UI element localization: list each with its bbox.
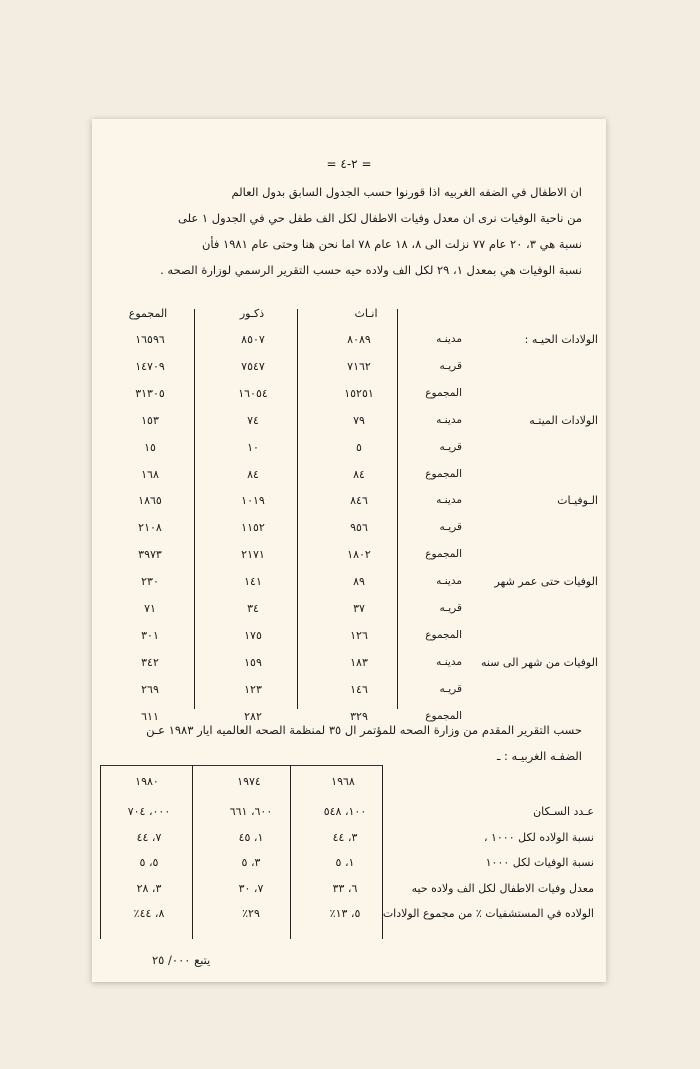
cell-total: ٢١٠٨ — [138, 521, 162, 535]
cell-female: ١٤٦ — [350, 682, 368, 696]
stat-value: ٠٠٠، ٧٠٤ — [127, 805, 171, 818]
row-group-label: الولادات الحيـه : — [524, 333, 598, 346]
middle-line-2: الضفـه الغربيـه : ـ — [496, 749, 582, 763]
table-divider — [194, 309, 195, 709]
cell-total: ٢٦٩ — [141, 682, 159, 696]
stat-label: نسبة الولاده لكل ١٠٠٠ ، — [483, 830, 594, 844]
cell-female: ٥ — [356, 440, 362, 454]
table-rule — [100, 765, 382, 766]
cell-total: ١٥ — [144, 440, 156, 454]
cell-male: ٨٥٠٧ — [241, 333, 265, 346]
stat-value: ٥، ٥ — [139, 856, 159, 869]
cell-female: ١٢٦ — [350, 628, 368, 642]
stat-value: ١٠٠، ٥٤٨ — [323, 805, 367, 818]
row-group-label: الـوفيـات — [557, 494, 598, 508]
table-divider — [397, 309, 398, 709]
cell-male: ١٠ — [247, 440, 259, 454]
year-header: ١٩٧٤ — [237, 775, 261, 788]
stat-value: ٧، ٣٠ — [238, 881, 264, 895]
row-sub-label: قريـه — [439, 440, 462, 453]
column-header-female: انـاث — [354, 307, 378, 320]
row-sub-label: مدينـه — [436, 413, 462, 426]
row-group-label: الوفيات من شهر الى سنه — [481, 655, 598, 669]
row-sub-label: المجموع — [425, 709, 462, 722]
cell-male: ٢٨٢ — [244, 709, 262, 723]
table-divider — [297, 309, 298, 709]
row-sub-label: قريـه — [439, 682, 462, 695]
middle-line-1: حسب التقرير المقدم من وزارة الصحه للمؤتمر ال ٣٥ لمنظمة الصحه العالميه ايار ١٩٨٣ عـن — [146, 723, 582, 737]
cell-total: ٦١١ — [141, 709, 159, 723]
row-group-label: الولادات الميتـه — [529, 413, 598, 427]
paragraph-line-2: من ناحية الوفيات نرى ان معدل وفيات الاطفال لكل الف طفل حي في الجدول ١ على — [178, 211, 582, 225]
cell-total: ٧١ — [144, 602, 156, 615]
document-page — [92, 119, 606, 982]
cell-male: ٧٤ — [247, 413, 259, 427]
cell-male: ٢١٧١ — [241, 548, 265, 562]
stat-label: نسبة الوفيات لكل ١٠٠٠ — [485, 856, 594, 869]
cell-male: ١٦٠٥٤ — [238, 386, 268, 400]
cell-male: ١٤١ — [244, 575, 262, 589]
cell-male: ٧٥٤٧ — [241, 359, 265, 373]
row-sub-label: المجموع — [425, 628, 462, 641]
stat-label: عـدد السـكان — [533, 805, 594, 818]
row-group-label: الوفيات حتى عمر شهر — [494, 575, 598, 589]
cell-total: ١٥٣ — [141, 413, 159, 427]
cell-female: ٧٩ — [353, 413, 365, 427]
cell-female: ١٨٣ — [350, 655, 368, 669]
cell-total: ٢٣٠ — [141, 575, 159, 589]
cell-total: ١٨٦٥ — [138, 494, 162, 508]
stat-value: ٥، ١٣٪ — [329, 907, 361, 920]
cell-female: ١٨٠٢ — [347, 548, 371, 562]
stat-value: ٣، ٥ — [241, 856, 261, 869]
stat-value: ٣، ٢٨ — [136, 881, 162, 895]
cell-female: ١٥٢٥١ — [344, 386, 374, 400]
stat-value: ٢٩٪ — [242, 907, 260, 920]
page-number: = ٢-٤ = — [326, 157, 372, 171]
year-header: ١٩٨٠ — [135, 775, 159, 788]
cell-total: ١٦٨ — [141, 467, 159, 481]
cell-female: ٧١٦٢ — [347, 359, 371, 373]
cell-female: ٨٩ — [353, 575, 365, 589]
cell-total: ٣٩٧٣ — [138, 548, 162, 562]
cell-male: ١٥٩ — [244, 655, 262, 669]
cell-male: ١٧٥ — [244, 628, 262, 642]
row-sub-label: مدينـه — [436, 655, 462, 668]
stat-value: ٣، ٤٤ — [332, 830, 358, 844]
cell-female: ٩٥٦ — [350, 521, 368, 535]
stat-value: ٧، ٤٤ — [136, 830, 162, 844]
cell-female: ٣٢٩ — [350, 709, 368, 723]
row-sub-label: المجموع — [425, 467, 462, 480]
cell-total: ٣٤٢ — [141, 655, 159, 669]
paragraph-line-4: نسبة الوفيات هي بمعدل ١، ٢٩ لكل الف ولاده حيه حسب التقرير الرسمي لوزارة الصحه . — [160, 263, 582, 277]
cell-female: ٣٧ — [353, 602, 365, 615]
stat-value: ١، ٥ — [335, 856, 355, 869]
stat-label: الولاده في المستشفيات ٪ من مجموع الولادات — [382, 907, 594, 920]
cell-total: ١٦٥٩٦ — [135, 333, 165, 346]
cell-male: ١٠١٩ — [241, 494, 265, 508]
cell-total: ٣٠١ — [141, 628, 159, 642]
row-sub-label: قريـه — [439, 359, 462, 372]
cell-male: ٨٤ — [247, 467, 259, 481]
row-sub-label: المجموع — [425, 548, 462, 561]
stat-value: ٨، ٤٤٪ — [133, 907, 165, 920]
year-header: ١٩٦٨ — [331, 775, 355, 788]
continued-note: يتبع ٠٠٠/ ٢٥ — [152, 953, 211, 967]
row-sub-label: قريـه — [439, 521, 462, 534]
cell-total: ٣١٣٠٥ — [135, 386, 165, 400]
table-divider — [192, 765, 193, 939]
row-sub-label: المجموع — [425, 386, 462, 399]
cell-male: ٣٤ — [247, 602, 259, 615]
cell-male: ١٢٣ — [244, 682, 262, 696]
table-divider — [290, 765, 291, 939]
cell-female: ٨٤٦ — [350, 494, 368, 508]
table-divider — [100, 765, 101, 939]
paragraph-line-3: نسبة هي ٣، ٢٠ عام ٧٧ نزلت الى ٨، ١٨ عام ٧٨ اما نحن هنا وحتى عام ١٩٨١ فأن — [201, 237, 582, 251]
row-sub-label: مدينـه — [436, 333, 462, 345]
stat-value: ٦٠٠، ٦٦١ — [229, 805, 273, 818]
paragraph-line-1: ان الاطفال في الضفه الغربيه اذا قورنوا حسب الجدول السابق بدول العالم — [231, 185, 582, 199]
row-sub-label: مدينـه — [436, 575, 462, 588]
row-sub-label: مدينـه — [436, 494, 462, 507]
cell-total: ١٤٧٠٩ — [135, 359, 165, 373]
stat-label: معدل وفيات الاطفال لكل الف ولاده حيه — [411, 881, 594, 895]
cell-female: ٨٠٨٩ — [347, 333, 371, 346]
row-sub-label: قريـه — [439, 602, 462, 614]
column-header-total: المجموع — [128, 307, 168, 320]
cell-female: ٨٤ — [353, 467, 365, 481]
cell-male: ١١٥٢ — [241, 521, 265, 535]
stat-value: ١، ٤٥ — [238, 830, 264, 844]
stat-value: ٦، ٣٣ — [332, 881, 358, 895]
column-header-male: ذكـور — [239, 307, 265, 320]
